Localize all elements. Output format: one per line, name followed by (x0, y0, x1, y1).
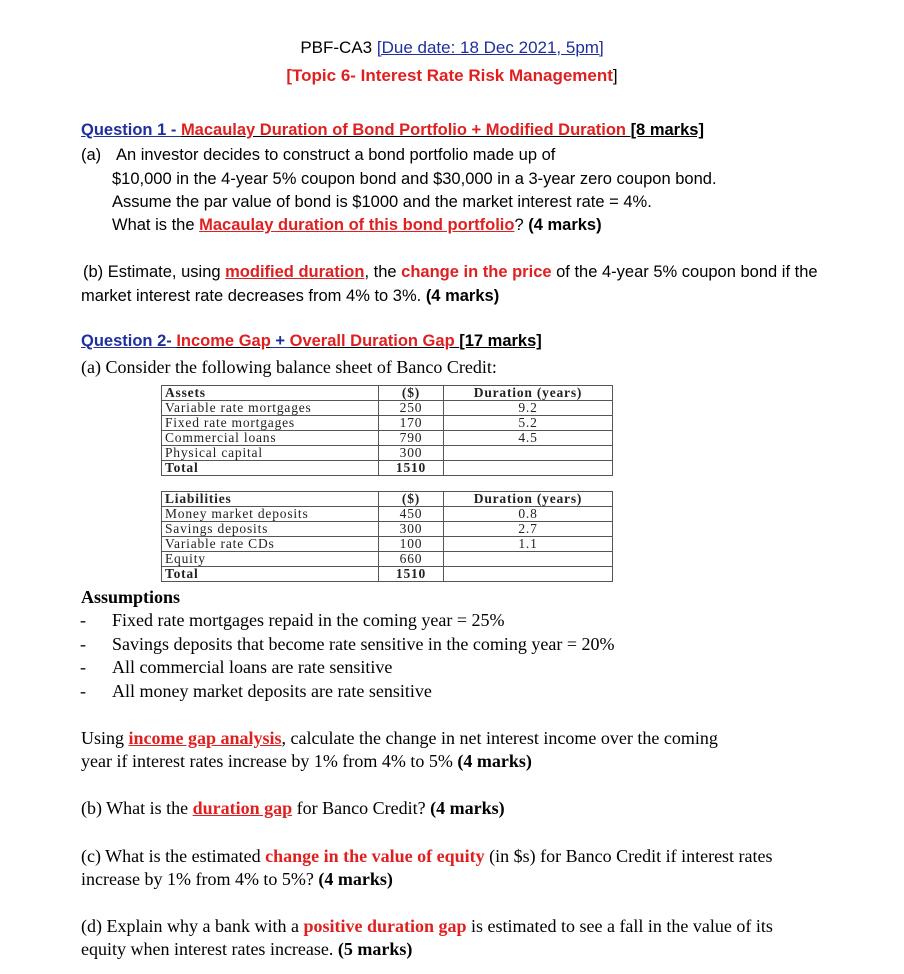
asset-name: Total (162, 461, 379, 476)
q2d-post: is estimated to see a fall in the value of its (466, 916, 773, 936)
income-gap-line1 (81, 728, 718, 749)
liab-duration: 0.8 (444, 507, 613, 522)
q1a-line1: An investor decides to construct a bond portfolio made up of (116, 146, 556, 164)
q1-heading (81, 121, 704, 140)
q2-plus: + (270, 332, 290, 350)
q2-label: Question 2- (81, 332, 177, 350)
income-line2-text: year if interest rates increase by 1% from 4% to 5% (81, 751, 458, 771)
income-key-term: income gap analysis (128, 728, 282, 748)
q2b-post: for Banco Credit? (292, 798, 431, 818)
assets-table (161, 385, 613, 476)
q2c-pre: (c) What is the estimated (81, 846, 266, 866)
q1b-line2 (81, 287, 499, 306)
assets-header-row (162, 386, 613, 401)
q1b-line1 (83, 263, 818, 282)
q1-marks: [8 marks] (630, 121, 704, 139)
table-row-total (162, 461, 613, 476)
q1b-mid: , the (364, 263, 402, 281)
asset-name: Variable rate mortgages (162, 401, 379, 416)
q2-topic1: Income Gap (176, 332, 271, 350)
assumption-text: All money market deposits are rate sensitive (112, 681, 432, 701)
q2c-key-term: change in the value of equity (265, 846, 485, 866)
q2a-intro: (a) Consider the following balance sheet of Banco Credit: (81, 357, 497, 377)
q1a-line4-pre: What is the (112, 216, 200, 234)
assets-header-label: Assets (162, 386, 379, 401)
table-row (162, 446, 613, 461)
list-item: - All commercial loans are rate sensitive (80, 657, 393, 677)
q1-topic: Macaulay Duration of Bond Portfolio + Modified Duration (180, 121, 631, 139)
q2d-marks: (5 marks) (337, 939, 413, 959)
liab-header-duration: Duration (years) (444, 492, 613, 507)
q2b-line (81, 798, 505, 819)
asset-name: Commercial loans (162, 431, 379, 446)
liab-name: Variable rate CDs (162, 537, 379, 552)
liab-name: Savings deposits (162, 522, 379, 537)
income-marks: (4 marks) (457, 751, 532, 771)
table-row (162, 507, 613, 522)
q2c-marks: (4 marks) (318, 869, 393, 889)
list-item: - Savings deposits that become rate sensitive in the coming year = 20% (80, 634, 615, 654)
asset-amount: 170 (379, 416, 444, 431)
q1a-marks: (4 marks) (528, 216, 602, 234)
liab-amount: 450 (379, 507, 444, 522)
table-row (162, 522, 613, 537)
asset-amount: 790 (379, 431, 444, 446)
list-item: - All money market deposits are rate sensitive (80, 681, 432, 701)
income-pre: Using (81, 728, 129, 748)
liab-amount: 100 (379, 537, 444, 552)
document-topic (0, 66, 904, 86)
table-row (162, 552, 613, 567)
q2c-line2-text: increase by 1% from 4% to 5%? (81, 869, 319, 889)
liab-amount: 1510 (379, 567, 444, 582)
q1b-key-term2: change in the price (401, 263, 552, 281)
course-code: PBF-CA3 (300, 38, 377, 57)
liab-name: Money market deposits (162, 507, 379, 522)
liab-header-amount: ($) (379, 492, 444, 507)
assumption-text: Fixed rate mortgages repaid in the coming year = 25% (112, 610, 505, 630)
topic-bracket: ] (612, 66, 618, 85)
liab-duration (444, 567, 613, 582)
q1b-marks: (4 marks) (425, 287, 500, 305)
q1a-label: (a) (81, 146, 102, 164)
asset-name: Fixed rate mortgages (162, 416, 379, 431)
asset-duration: 5.2 (444, 416, 613, 431)
assumption-text: All commercial loans are rate sensitive (112, 657, 393, 677)
liab-duration (444, 552, 613, 567)
asset-duration: 4.5 (444, 431, 613, 446)
asset-amount: 300 (379, 446, 444, 461)
asset-duration: 9.2 (444, 401, 613, 416)
q2d-line2 (81, 939, 412, 960)
assumption-text: Savings deposits that become rate sensitive in the coming year = 20% (112, 634, 615, 654)
q1-label: Question 1 - (81, 121, 181, 139)
liab-name: Total (162, 567, 379, 582)
asset-duration (444, 446, 613, 461)
table-row (162, 401, 613, 416)
asset-duration (444, 461, 613, 476)
q2d-pre: (d) Explain why a bank with a (81, 916, 304, 936)
list-item: - Fixed rate mortgages repaid in the coming year = 25% (80, 610, 505, 630)
q2c-line2 (81, 869, 393, 890)
q2-topic2: Overall Duration Gap (289, 332, 460, 350)
asset-amount: 1510 (379, 461, 444, 476)
liabilities-table (161, 491, 613, 582)
table-row-total (162, 567, 613, 582)
document-title (0, 38, 904, 58)
topic-title: [Topic 6- Interest Rate Risk Management (286, 66, 613, 85)
q1b-key-term1: modified duration (225, 263, 365, 281)
q2d-line1 (81, 916, 773, 937)
q2b-pre: (b) What is the (81, 798, 193, 818)
due-date: [Due date: 18 Dec 2021, 5pm] (376, 38, 604, 57)
liab-header-label: Liabilities (162, 492, 379, 507)
liab-name: Equity (162, 552, 379, 567)
q2d-key-term: positive duration gap (303, 916, 467, 936)
q2c-line1 (81, 846, 773, 867)
liab-duration: 2.7 (444, 522, 613, 537)
table-row (162, 537, 613, 552)
assets-header-amount: ($) (379, 386, 444, 401)
q1b-post: of the 4-year 5% coupon bond if the (551, 263, 818, 281)
assumptions-title: Assumptions (81, 587, 181, 607)
asset-name: Physical capital (162, 446, 379, 461)
liab-amount: 660 (379, 552, 444, 567)
q1b-line2-text: market interest rate decreases from 4% to 3%. (81, 287, 426, 305)
q2b-key-term: duration gap (192, 798, 293, 818)
asset-amount: 250 (379, 401, 444, 416)
table-row (162, 416, 613, 431)
liab-amount: 300 (379, 522, 444, 537)
income-gap-line2 (81, 751, 532, 772)
income-post: , calculate the change in net interest income over the coming (281, 728, 718, 748)
assets-header-duration: Duration (years) (444, 386, 613, 401)
q1a-line4 (112, 216, 602, 235)
table-row (162, 431, 613, 446)
q2c-post: (in $s) for Banco Credit if interest rates (484, 846, 773, 866)
q2d-line2-text: equity when interest rates increase. (81, 939, 338, 959)
q1a-line3: Assume the par value of bond is $1000 and the market interest rate = 4%. (112, 193, 652, 211)
q1b-pre: (b) Estimate, using (83, 263, 226, 281)
liabilities-header-row (162, 492, 613, 507)
q2-heading (81, 332, 542, 351)
q2-marks: [17 marks] (459, 332, 542, 350)
q1a-line2: $10,000 in the 4-year 5% coupon bond and $30,000 in a 3-year zero coupon bond. (112, 170, 717, 188)
liab-duration: 1.1 (444, 537, 613, 552)
q2b-marks: (4 marks) (430, 798, 505, 818)
q1a-key-term: Macaulay duration of this bond portfolio (199, 216, 515, 234)
q1a-line4-post: ? (514, 216, 529, 234)
